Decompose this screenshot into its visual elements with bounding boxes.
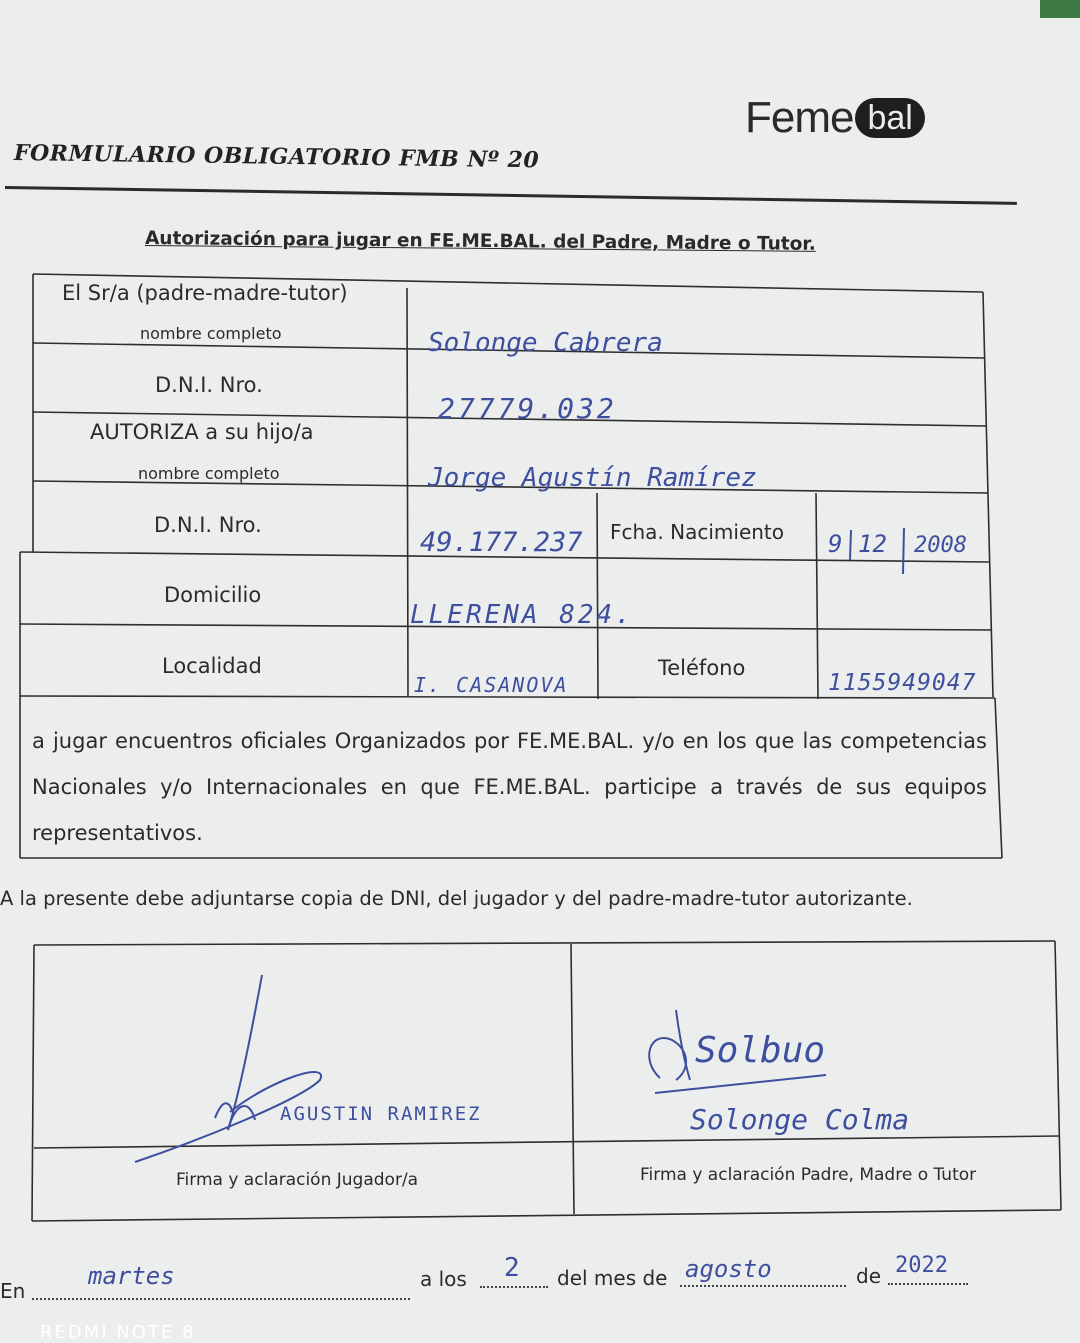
child-name-value: Jorge Agustín Ramírez bbox=[428, 463, 757, 493]
phone-value: 1155949047 bbox=[828, 670, 977, 696]
address-value: LLERENA 824. bbox=[410, 600, 634, 630]
address-label: Domicilio bbox=[164, 583, 262, 607]
parent-dni-value: 27779.032 bbox=[438, 392, 617, 425]
form-title: FORMULARIO OBLIGATORIO FMB Nº 20 bbox=[13, 140, 540, 174]
player-clarification: AGUSTIN RAMIREZ bbox=[280, 1103, 482, 1125]
parent-name-value: Solonge Cabrera bbox=[428, 328, 663, 358]
day-dotted-line bbox=[480, 1286, 548, 1288]
player-signature bbox=[135, 975, 321, 1162]
parent-signature-caption: Firma y aclaración Padre, Madre o Tutor bbox=[640, 1165, 977, 1185]
date-prefix: En bbox=[0, 1279, 26, 1303]
birth-date-label: Fcha. Nacimiento bbox=[610, 520, 785, 544]
parent-label: El Sr/a (padre-madre-tutor) bbox=[62, 281, 348, 305]
child-name-label: nombre completo bbox=[138, 464, 280, 483]
phone-label: Teléfono bbox=[658, 656, 746, 680]
child-dni-value: 49.177.237 bbox=[420, 527, 583, 558]
birth-year-value: 2008 bbox=[914, 533, 967, 558]
form-subtitle: Autorización para jugar en FE.ME.BAL. del Padre, Madre o Tutor. bbox=[144, 228, 816, 255]
attachment-note: A la presente debe adjuntarse copia de DNI, del jugador y del padre-madre-tutor autorizante. bbox=[0, 887, 913, 910]
parent-dni-label: D.N.I. Nro. bbox=[155, 373, 263, 397]
year-value: 2022 bbox=[895, 1253, 948, 1278]
del-mes-de-text: del mes de bbox=[557, 1266, 668, 1290]
authorizes-label: AUTORIZA a su hijo/a bbox=[90, 420, 314, 444]
month-value: agosto bbox=[685, 1255, 772, 1283]
birth-day-value: 9 bbox=[828, 530, 843, 558]
parent-signature-text: Solbuo bbox=[695, 1030, 826, 1071]
place-dotted-line bbox=[32, 1298, 410, 1300]
a-los-text: a los bbox=[420, 1267, 467, 1291]
day-value: 2 bbox=[504, 1253, 520, 1283]
locality-label: Localidad bbox=[162, 654, 262, 678]
locality-value: I. CASANOVA bbox=[414, 673, 569, 697]
logo-text: Feme bbox=[745, 93, 854, 142]
de-text: de bbox=[856, 1264, 881, 1288]
month-dotted-line bbox=[680, 1285, 846, 1287]
parent-clarification: Solonge Colma bbox=[690, 1103, 910, 1136]
player-signature-caption: Firma y aclaración Jugador/a bbox=[176, 1170, 419, 1190]
child-dni-label: D.N.I. Nro. bbox=[154, 513, 262, 537]
camera-watermark: REDMI NOTE 8 bbox=[40, 1322, 196, 1343]
authorization-paragraph: a jugar encuentros oficiales Organizados por FE.ME.BAL. y/o en los que las competencias Nacionales y/o Internacionales en que FE.ME.BAL. participe a través de sus equipos representativos. bbox=[32, 729, 987, 845]
place-value: martes bbox=[88, 1262, 175, 1290]
year-dotted-line bbox=[888, 1283, 968, 1285]
birth-month-value: 12 bbox=[858, 530, 887, 558]
parent-name-label: nombre completo bbox=[140, 324, 282, 343]
logo-pill: bal bbox=[855, 98, 924, 138]
